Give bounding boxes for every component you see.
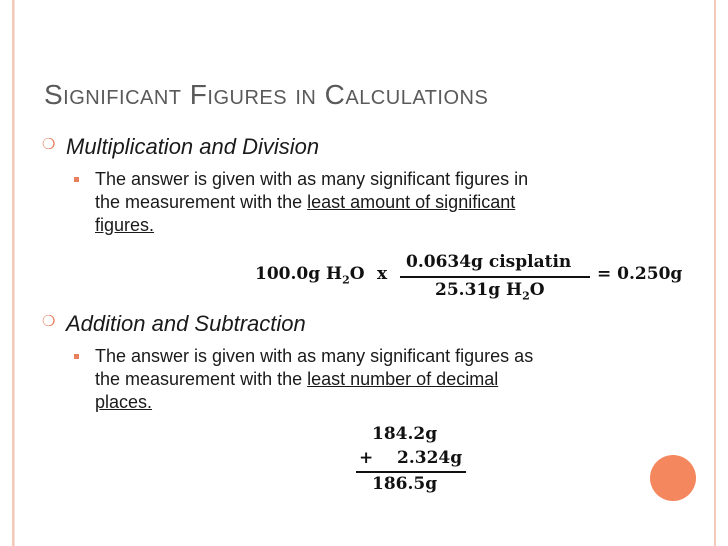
sum-total: 186.5g: [372, 474, 438, 494]
bullet-square-icon: [74, 177, 79, 182]
text-line: the measurement with the least amount of significant: [95, 192, 516, 212]
sum-addend-b: 2.324g: [397, 448, 463, 468]
equation-term: 100.0g $H_2O$: [255, 264, 365, 287]
text-line: The answer is given with as many significant figures as: [95, 346, 534, 366]
fraction-bar: [400, 276, 590, 278]
section-heading: Addition and Subtraction: [66, 311, 306, 336]
sum-addend-a: 184.2g: [372, 424, 438, 444]
text-line: figures.: [95, 215, 155, 235]
text-line: places.: [95, 392, 153, 412]
equation-result: = 0.250g: [597, 264, 683, 284]
section-heading: Multiplication and Division: [66, 134, 320, 159]
text-line: The answer is given with as many significant figures in: [95, 169, 529, 189]
text-line: the measurement with the least number of decimal: [95, 369, 499, 389]
bullet-ring-icon: ❍: [42, 136, 56, 153]
sum-rule: [356, 471, 466, 473]
left-rule: [14, 0, 15, 546]
equation-denominator: 25.31g $H_2O$: [435, 280, 545, 303]
decorative-circle: [650, 455, 696, 501]
equation-numerator: 0.0634g cisplatin: [406, 252, 572, 272]
equation-operator: x: [377, 264, 388, 284]
bullet-ring-icon: ❍: [42, 313, 56, 330]
bullet-square-icon: [74, 354, 79, 359]
slide-title: Significant Figures in Calculations: [44, 79, 489, 110]
sum-operator: +: [359, 448, 374, 468]
